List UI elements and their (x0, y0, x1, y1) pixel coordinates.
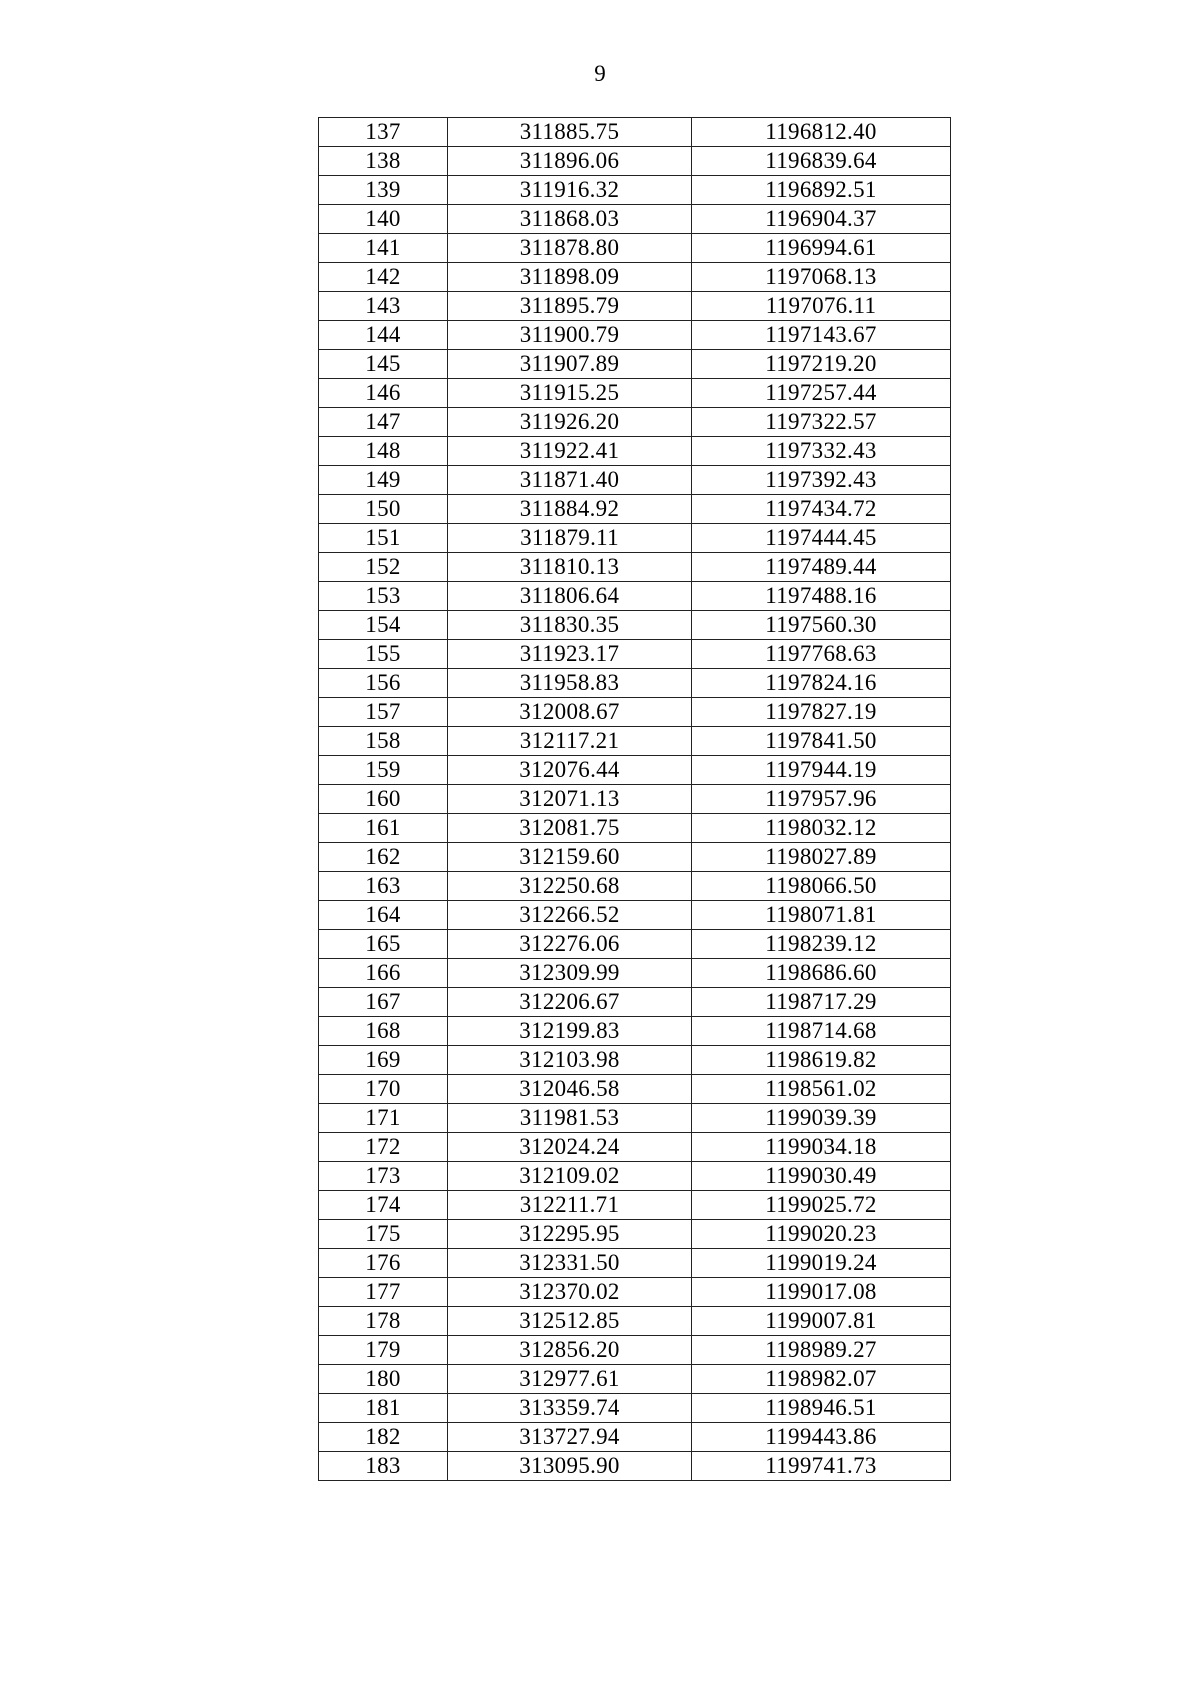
point-number-cell: 138 (319, 147, 448, 176)
table-row (319, 814, 951, 843)
y-coordinate-cell: 1197076.11 (692, 292, 951, 321)
point-number-cell: 151 (319, 524, 448, 553)
point-number-cell: 148 (319, 437, 448, 466)
y-coordinate-cell: 1198032.12 (692, 814, 951, 843)
table-row (319, 756, 951, 785)
point-number-cell: 177 (319, 1278, 448, 1307)
x-coordinate-cell: 312081.75 (448, 814, 692, 843)
x-coordinate-cell: 311922.41 (448, 437, 692, 466)
y-coordinate-cell: 1197068.13 (692, 263, 951, 292)
y-coordinate-cell: 1199030.49 (692, 1162, 951, 1191)
table-row (319, 234, 951, 263)
x-coordinate-cell: 313095.90 (448, 1452, 692, 1481)
y-coordinate-cell: 1197444.45 (692, 524, 951, 553)
table-row (319, 930, 951, 959)
table-row (319, 843, 951, 872)
x-coordinate-cell: 311871.40 (448, 466, 692, 495)
table-row (319, 118, 951, 147)
table-row (319, 350, 951, 379)
x-coordinate-cell: 311981.53 (448, 1104, 692, 1133)
y-coordinate-cell: 1197824.16 (692, 669, 951, 698)
table-row (319, 669, 951, 698)
y-coordinate-cell: 1198989.27 (692, 1336, 951, 1365)
table-row (319, 582, 951, 611)
y-coordinate-cell: 1197560.30 (692, 611, 951, 640)
point-number-cell: 180 (319, 1365, 448, 1394)
table-row (319, 727, 951, 756)
table-row (319, 553, 951, 582)
point-number-cell: 163 (319, 872, 448, 901)
table-row (319, 292, 951, 321)
point-number-cell: 153 (319, 582, 448, 611)
x-coordinate-cell: 312211.71 (448, 1191, 692, 1220)
table-row (319, 988, 951, 1017)
point-number-cell: 152 (319, 553, 448, 582)
x-coordinate-cell: 311885.75 (448, 118, 692, 147)
y-coordinate-cell: 1198027.89 (692, 843, 951, 872)
y-coordinate-cell: 1197957.96 (692, 785, 951, 814)
point-number-cell: 144 (319, 321, 448, 350)
point-number-cell: 142 (319, 263, 448, 292)
x-coordinate-cell: 311884.92 (448, 495, 692, 524)
point-number-cell: 183 (319, 1452, 448, 1481)
y-coordinate-cell: 1198066.50 (692, 872, 951, 901)
point-number-cell: 161 (319, 814, 448, 843)
table-row (319, 1133, 951, 1162)
page-number: 9 (594, 61, 606, 86)
table-row (319, 1191, 951, 1220)
point-number-cell: 160 (319, 785, 448, 814)
point-number-cell: 154 (319, 611, 448, 640)
y-coordinate-cell: 1196904.37 (692, 205, 951, 234)
x-coordinate-cell: 312266.52 (448, 901, 692, 930)
x-coordinate-cell: 312159.60 (448, 843, 692, 872)
table-row (319, 1249, 951, 1278)
y-coordinate-cell: 1199019.24 (692, 1249, 951, 1278)
x-coordinate-cell: 312071.13 (448, 785, 692, 814)
y-coordinate-cell: 1196892.51 (692, 176, 951, 205)
point-number-cell: 166 (319, 959, 448, 988)
table-row (319, 872, 951, 901)
table-row (319, 205, 951, 234)
table-row (319, 698, 951, 727)
table-row (319, 785, 951, 814)
table-row (319, 1104, 951, 1133)
y-coordinate-cell: 1199741.73 (692, 1452, 951, 1481)
y-coordinate-cell: 1199007.81 (692, 1307, 951, 1336)
x-coordinate-cell: 311915.25 (448, 379, 692, 408)
point-number-cell: 168 (319, 1017, 448, 1046)
x-coordinate-cell: 311958.83 (448, 669, 692, 698)
point-number-cell: 176 (319, 1249, 448, 1278)
y-coordinate-cell: 1197841.50 (692, 727, 951, 756)
x-coordinate-cell: 313727.94 (448, 1423, 692, 1452)
table-row (319, 1394, 951, 1423)
y-coordinate-cell: 1198619.82 (692, 1046, 951, 1075)
table-row (319, 466, 951, 495)
y-coordinate-cell: 1197944.19 (692, 756, 951, 785)
x-coordinate-cell: 312295.95 (448, 1220, 692, 1249)
y-coordinate-cell: 1198239.12 (692, 930, 951, 959)
x-coordinate-cell: 312024.24 (448, 1133, 692, 1162)
y-coordinate-cell: 1197392.43 (692, 466, 951, 495)
x-coordinate-cell: 311907.89 (448, 350, 692, 379)
y-coordinate-cell: 1197768.63 (692, 640, 951, 669)
x-coordinate-cell: 312109.02 (448, 1162, 692, 1191)
point-number-cell: 156 (319, 669, 448, 698)
point-number-cell: 159 (319, 756, 448, 785)
y-coordinate-cell: 1197434.72 (692, 495, 951, 524)
table-row (319, 901, 951, 930)
y-coordinate-cell: 1196812.40 (692, 118, 951, 147)
y-coordinate-cell: 1198686.60 (692, 959, 951, 988)
x-coordinate-cell: 311878.80 (448, 234, 692, 263)
table-row (319, 611, 951, 640)
x-coordinate-cell: 312076.44 (448, 756, 692, 785)
table-row (319, 1046, 951, 1075)
x-coordinate-cell: 311896.06 (448, 147, 692, 176)
y-coordinate-cell: 1198071.81 (692, 901, 951, 930)
x-coordinate-cell: 312206.67 (448, 988, 692, 1017)
point-number-cell: 164 (319, 901, 448, 930)
y-coordinate-cell: 1196839.64 (692, 147, 951, 176)
x-coordinate-cell: 312856.20 (448, 1336, 692, 1365)
table-row (319, 495, 951, 524)
point-number-cell: 158 (319, 727, 448, 756)
y-coordinate-cell: 1197143.67 (692, 321, 951, 350)
x-coordinate-cell: 312276.06 (448, 930, 692, 959)
point-number-cell: 137 (319, 118, 448, 147)
point-number-cell: 174 (319, 1191, 448, 1220)
point-number-cell: 150 (319, 495, 448, 524)
point-number-cell: 182 (319, 1423, 448, 1452)
x-coordinate-cell: 311916.32 (448, 176, 692, 205)
table-row (319, 1017, 951, 1046)
table-row (319, 1278, 951, 1307)
y-coordinate-cell: 1197257.44 (692, 379, 951, 408)
point-number-cell: 181 (319, 1394, 448, 1423)
x-coordinate-cell: 312103.98 (448, 1046, 692, 1075)
table-row (319, 1452, 951, 1481)
point-number-cell: 175 (319, 1220, 448, 1249)
y-coordinate-cell: 1199443.86 (692, 1423, 951, 1452)
coordinates-table (318, 117, 951, 1481)
x-coordinate-cell: 311895.79 (448, 292, 692, 321)
y-coordinate-cell: 1196994.61 (692, 234, 951, 263)
table-row (319, 379, 951, 408)
y-coordinate-cell: 1197332.43 (692, 437, 951, 466)
table-row (319, 408, 951, 437)
point-number-cell: 169 (319, 1046, 448, 1075)
table-row (319, 640, 951, 669)
y-coordinate-cell: 1198982.07 (692, 1365, 951, 1394)
x-coordinate-cell: 312117.21 (448, 727, 692, 756)
table-row (319, 1075, 951, 1104)
x-coordinate-cell: 312331.50 (448, 1249, 692, 1278)
x-coordinate-cell: 311810.13 (448, 553, 692, 582)
table-row (319, 1307, 951, 1336)
table-row (319, 1220, 951, 1249)
point-number-cell: 178 (319, 1307, 448, 1336)
coordinates-table-body (319, 118, 951, 1481)
point-number-cell: 165 (319, 930, 448, 959)
point-number-cell: 146 (319, 379, 448, 408)
y-coordinate-cell: 1197827.19 (692, 698, 951, 727)
y-coordinate-cell: 1197489.44 (692, 553, 951, 582)
x-coordinate-cell: 312309.99 (448, 959, 692, 988)
y-coordinate-cell: 1198561.02 (692, 1075, 951, 1104)
y-coordinate-cell: 1197219.20 (692, 350, 951, 379)
point-number-cell: 147 (319, 408, 448, 437)
x-coordinate-cell: 312977.61 (448, 1365, 692, 1394)
table-row (319, 1365, 951, 1394)
point-number-cell: 149 (319, 466, 448, 495)
x-coordinate-cell: 311898.09 (448, 263, 692, 292)
point-number-cell: 140 (319, 205, 448, 234)
point-number-cell: 170 (319, 1075, 448, 1104)
y-coordinate-cell: 1198946.51 (692, 1394, 951, 1423)
table-row (319, 1162, 951, 1191)
y-coordinate-cell: 1198717.29 (692, 988, 951, 1017)
point-number-cell: 172 (319, 1133, 448, 1162)
y-coordinate-cell: 1199017.08 (692, 1278, 951, 1307)
x-coordinate-cell: 312046.58 (448, 1075, 692, 1104)
table-row (319, 524, 951, 553)
x-coordinate-cell: 311868.03 (448, 205, 692, 234)
x-coordinate-cell: 311830.35 (448, 611, 692, 640)
point-number-cell: 167 (319, 988, 448, 1017)
y-coordinate-cell: 1199025.72 (692, 1191, 951, 1220)
x-coordinate-cell: 312199.83 (448, 1017, 692, 1046)
table-row (319, 1336, 951, 1365)
table-row (319, 437, 951, 466)
point-number-cell: 141 (319, 234, 448, 263)
x-coordinate-cell: 312250.68 (448, 872, 692, 901)
table-row (319, 176, 951, 205)
table-row (319, 321, 951, 350)
x-coordinate-cell: 311806.64 (448, 582, 692, 611)
y-coordinate-cell: 1199039.39 (692, 1104, 951, 1133)
y-coordinate-cell: 1198714.68 (692, 1017, 951, 1046)
y-coordinate-cell: 1199034.18 (692, 1133, 951, 1162)
x-coordinate-cell: 311923.17 (448, 640, 692, 669)
point-number-cell: 143 (319, 292, 448, 321)
point-number-cell: 155 (319, 640, 448, 669)
y-coordinate-cell: 1199020.23 (692, 1220, 951, 1249)
table-row (319, 959, 951, 988)
x-coordinate-cell: 311926.20 (448, 408, 692, 437)
x-coordinate-cell: 312008.67 (448, 698, 692, 727)
x-coordinate-cell: 311879.11 (448, 524, 692, 553)
table-row (319, 263, 951, 292)
point-number-cell: 157 (319, 698, 448, 727)
y-coordinate-cell: 1197322.57 (692, 408, 951, 437)
point-number-cell: 171 (319, 1104, 448, 1133)
point-number-cell: 139 (319, 176, 448, 205)
x-coordinate-cell: 311900.79 (448, 321, 692, 350)
point-number-cell: 145 (319, 350, 448, 379)
point-number-cell: 173 (319, 1162, 448, 1191)
point-number-cell: 179 (319, 1336, 448, 1365)
x-coordinate-cell: 312370.02 (448, 1278, 692, 1307)
y-coordinate-cell: 1197488.16 (692, 582, 951, 611)
x-coordinate-cell: 312512.85 (448, 1307, 692, 1336)
table-row (319, 147, 951, 176)
table-row (319, 1423, 951, 1452)
point-number-cell: 162 (319, 843, 448, 872)
x-coordinate-cell: 313359.74 (448, 1394, 692, 1423)
